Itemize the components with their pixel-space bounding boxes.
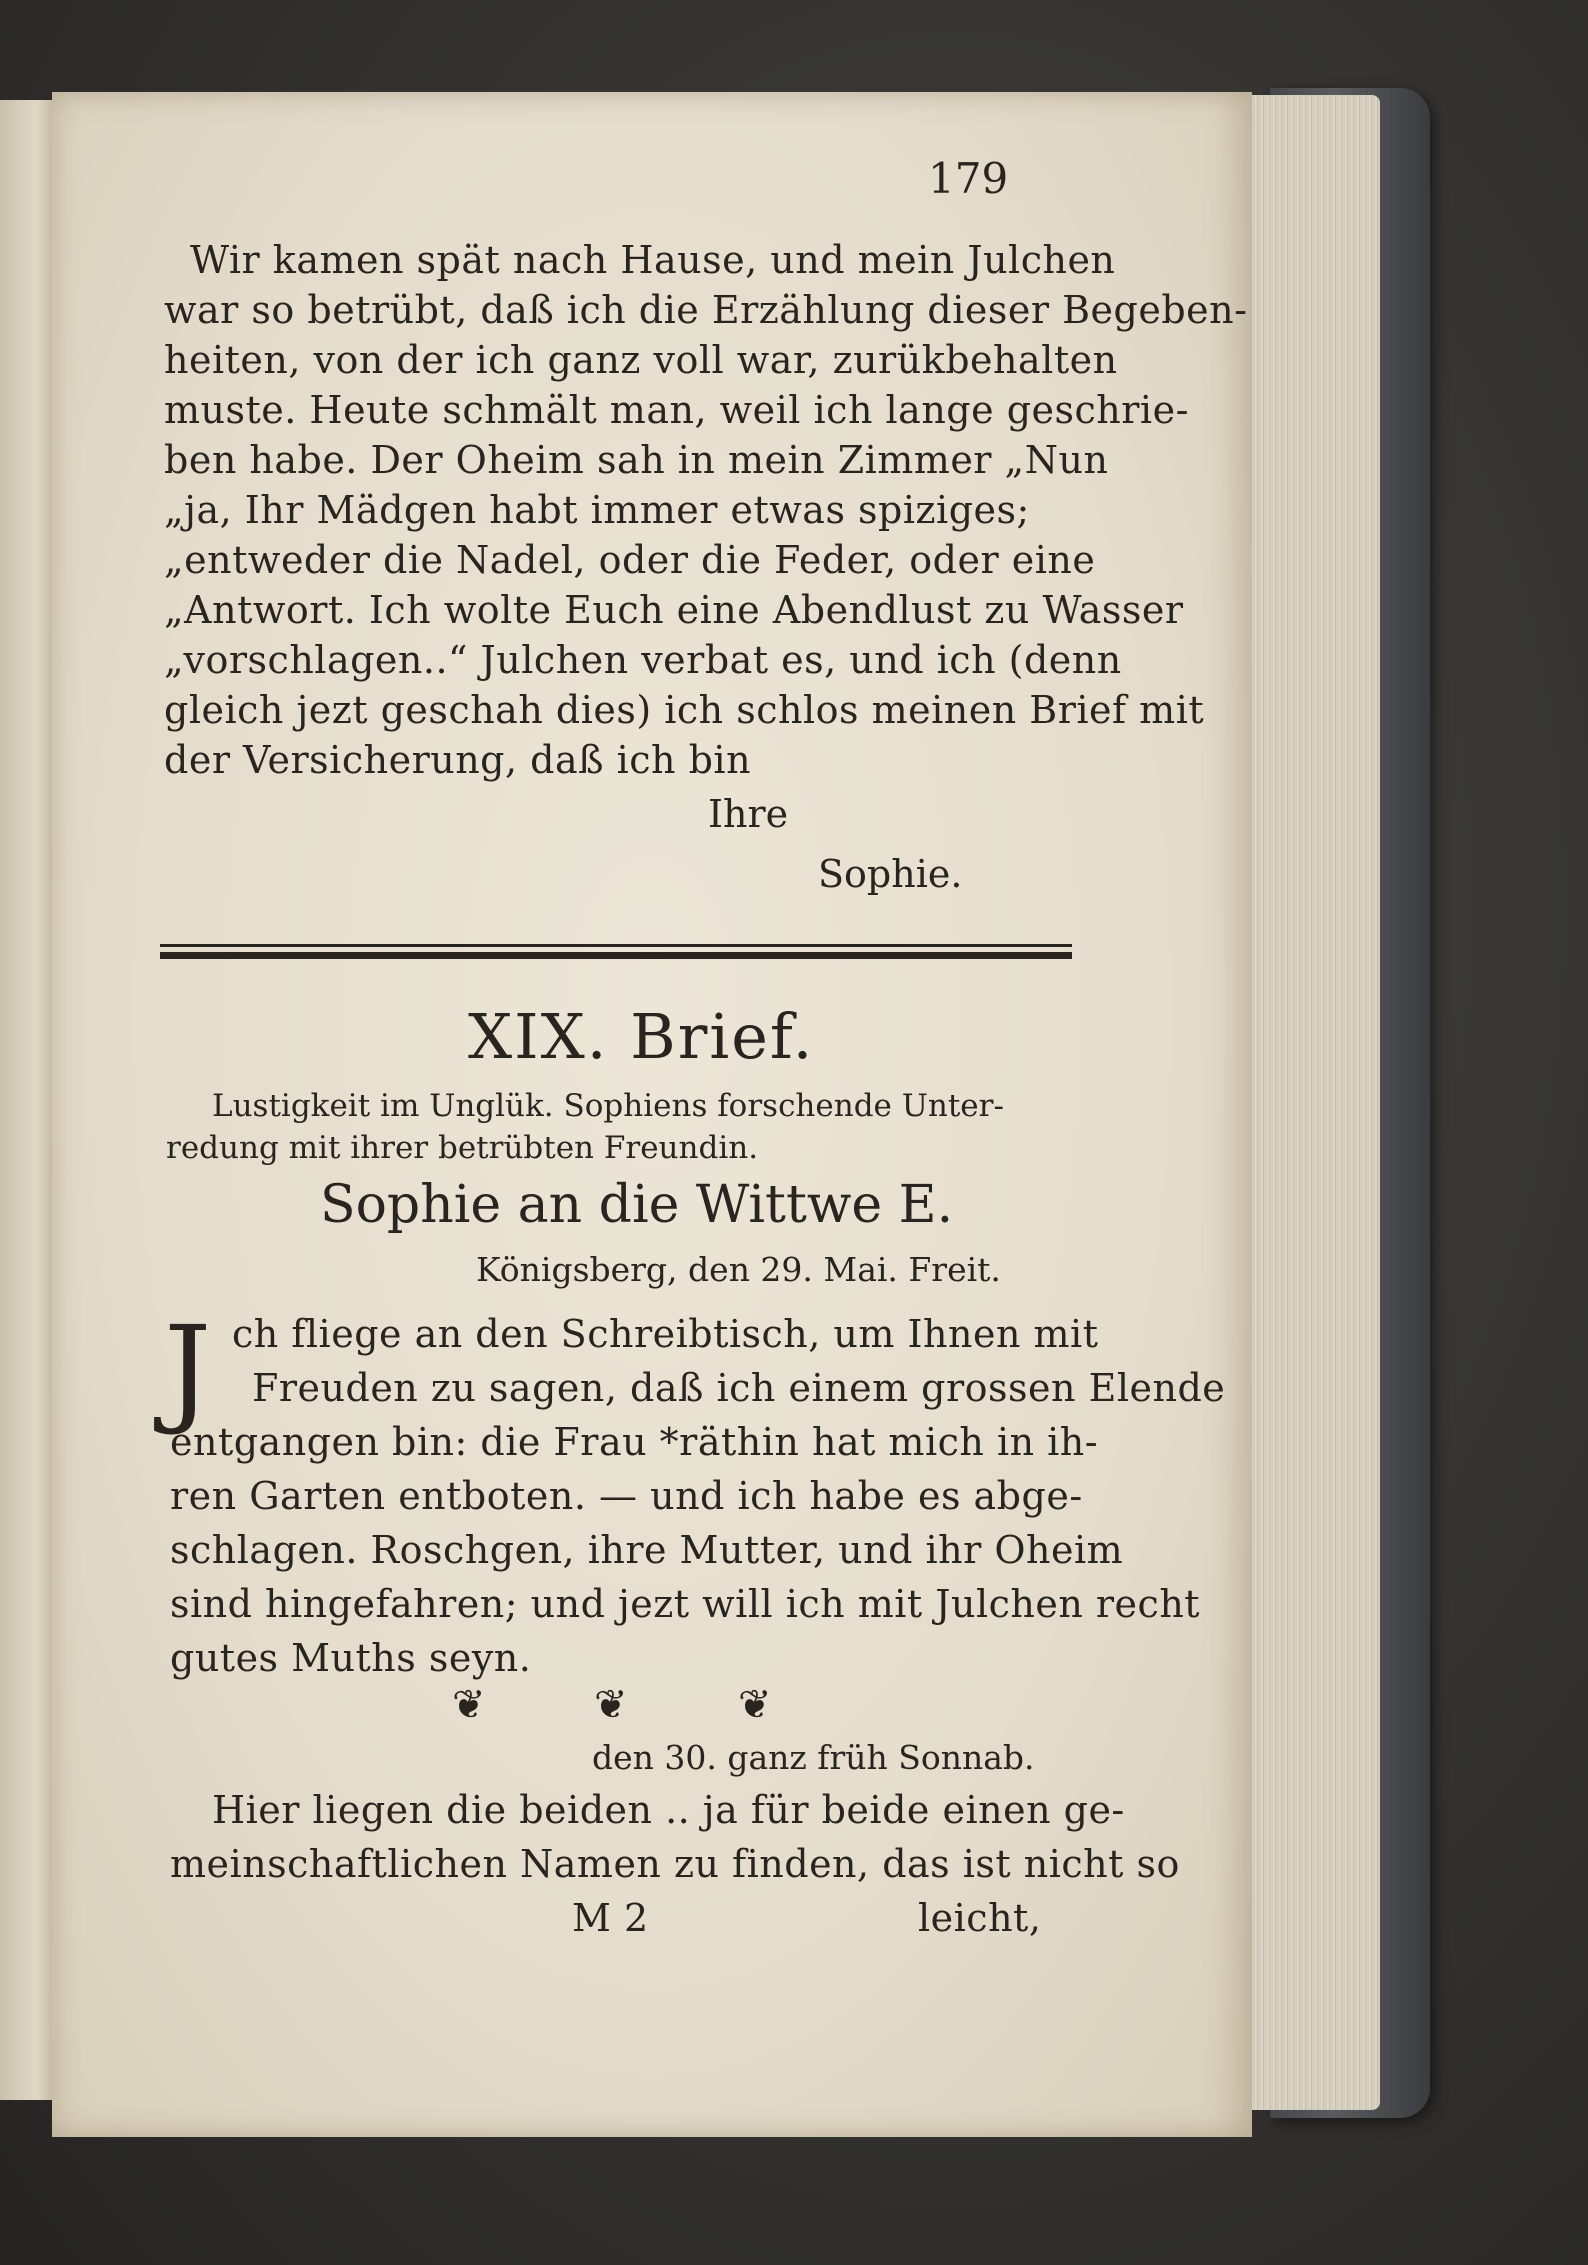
ornament-icon: ❦ (452, 1682, 486, 1728)
rule-top (160, 944, 1072, 947)
text-line: entgangen bin: die Frau *räthin hat mich in ih- (170, 1420, 1099, 1464)
text-line: „entweder die Nadel, oder die Feder, oder eine (164, 538, 1096, 582)
rule-bottom (160, 952, 1072, 959)
text-line: schlagen. Roschgen, ihre Mutter, und ihr Oheim (170, 1528, 1124, 1572)
ornament-icon: ❦ (594, 1682, 628, 1728)
text-line: muste. Heute schmält man, weil ich lange geschrie- (164, 388, 1189, 432)
text-line: Wir kamen spät nach Hause, und mein Julchen (190, 238, 1116, 282)
second-dateline: den 30. ganz früh Sonnab. (592, 1738, 1035, 1777)
text-line: meinschaftlichen Namen zu finden, das ist nicht so (170, 1842, 1180, 1886)
address-line: Sophie an die Wittwe E. (320, 1175, 954, 1235)
text-line: Hier liegen die beiden .. ja für beide einen ge- (212, 1788, 1125, 1832)
text-line: „ja, Ihr Mädgen habt immer etwas spiziges; (164, 488, 1030, 532)
signature: Sophie. (818, 852, 963, 896)
text-line: ren Garten entboten. — und ich habe es abge- (170, 1474, 1083, 1518)
text-line: heiten, von der ich ganz voll war, zurükbehalten (164, 338, 1118, 382)
text-line: „vorschlagen..“ Julchen verbat es, und ich (denn (164, 638, 1122, 682)
text-line: war so betrübt, daß ich die Erzählung dieser Begeben- (164, 288, 1248, 332)
summary-line: redung mit ihrer betrübten Freundin. (166, 1130, 759, 1166)
catchword: leicht, (918, 1896, 1042, 1940)
summary-line: Lustigkeit im Unglük. Sophiens forschende Unter- (212, 1088, 1004, 1124)
page-number: 179 (928, 154, 1009, 203)
left-page-sliver (0, 100, 60, 2100)
text-line: sind hingefahren; und jezt will ich mit Julchen recht (170, 1582, 1201, 1626)
text-line: ch fliege an den Schreibtisch, um Ihnen mit (232, 1312, 1099, 1356)
page-edges (1240, 95, 1380, 2110)
ornament-icon: ❦ (738, 1682, 772, 1728)
dateline: Königsberg, den 29. Mai. Freit. (476, 1250, 1001, 1289)
signature-mark: M 2 (572, 1896, 649, 1940)
text-line: der Versicherung, daß ich bin (164, 738, 752, 782)
text-line: „Antwort. Ich wolte Euch eine Abendlust zu Wasser (164, 588, 1184, 632)
closing: Ihre (708, 792, 789, 836)
text-line: gutes Muths seyn. (170, 1636, 532, 1680)
text-line: gleich jezt geschah dies) ich schlos meinen Brief mit (164, 688, 1205, 732)
chapter-heading: XIX. Brief. (468, 1000, 815, 1073)
text-line: ben habe. Der Oheim sah in mein Zimmer „Nun (164, 438, 1109, 482)
drop-cap: J (164, 1300, 212, 1438)
text-line: Freuden zu sagen, daß ich einem grossen Elende (252, 1366, 1226, 1410)
